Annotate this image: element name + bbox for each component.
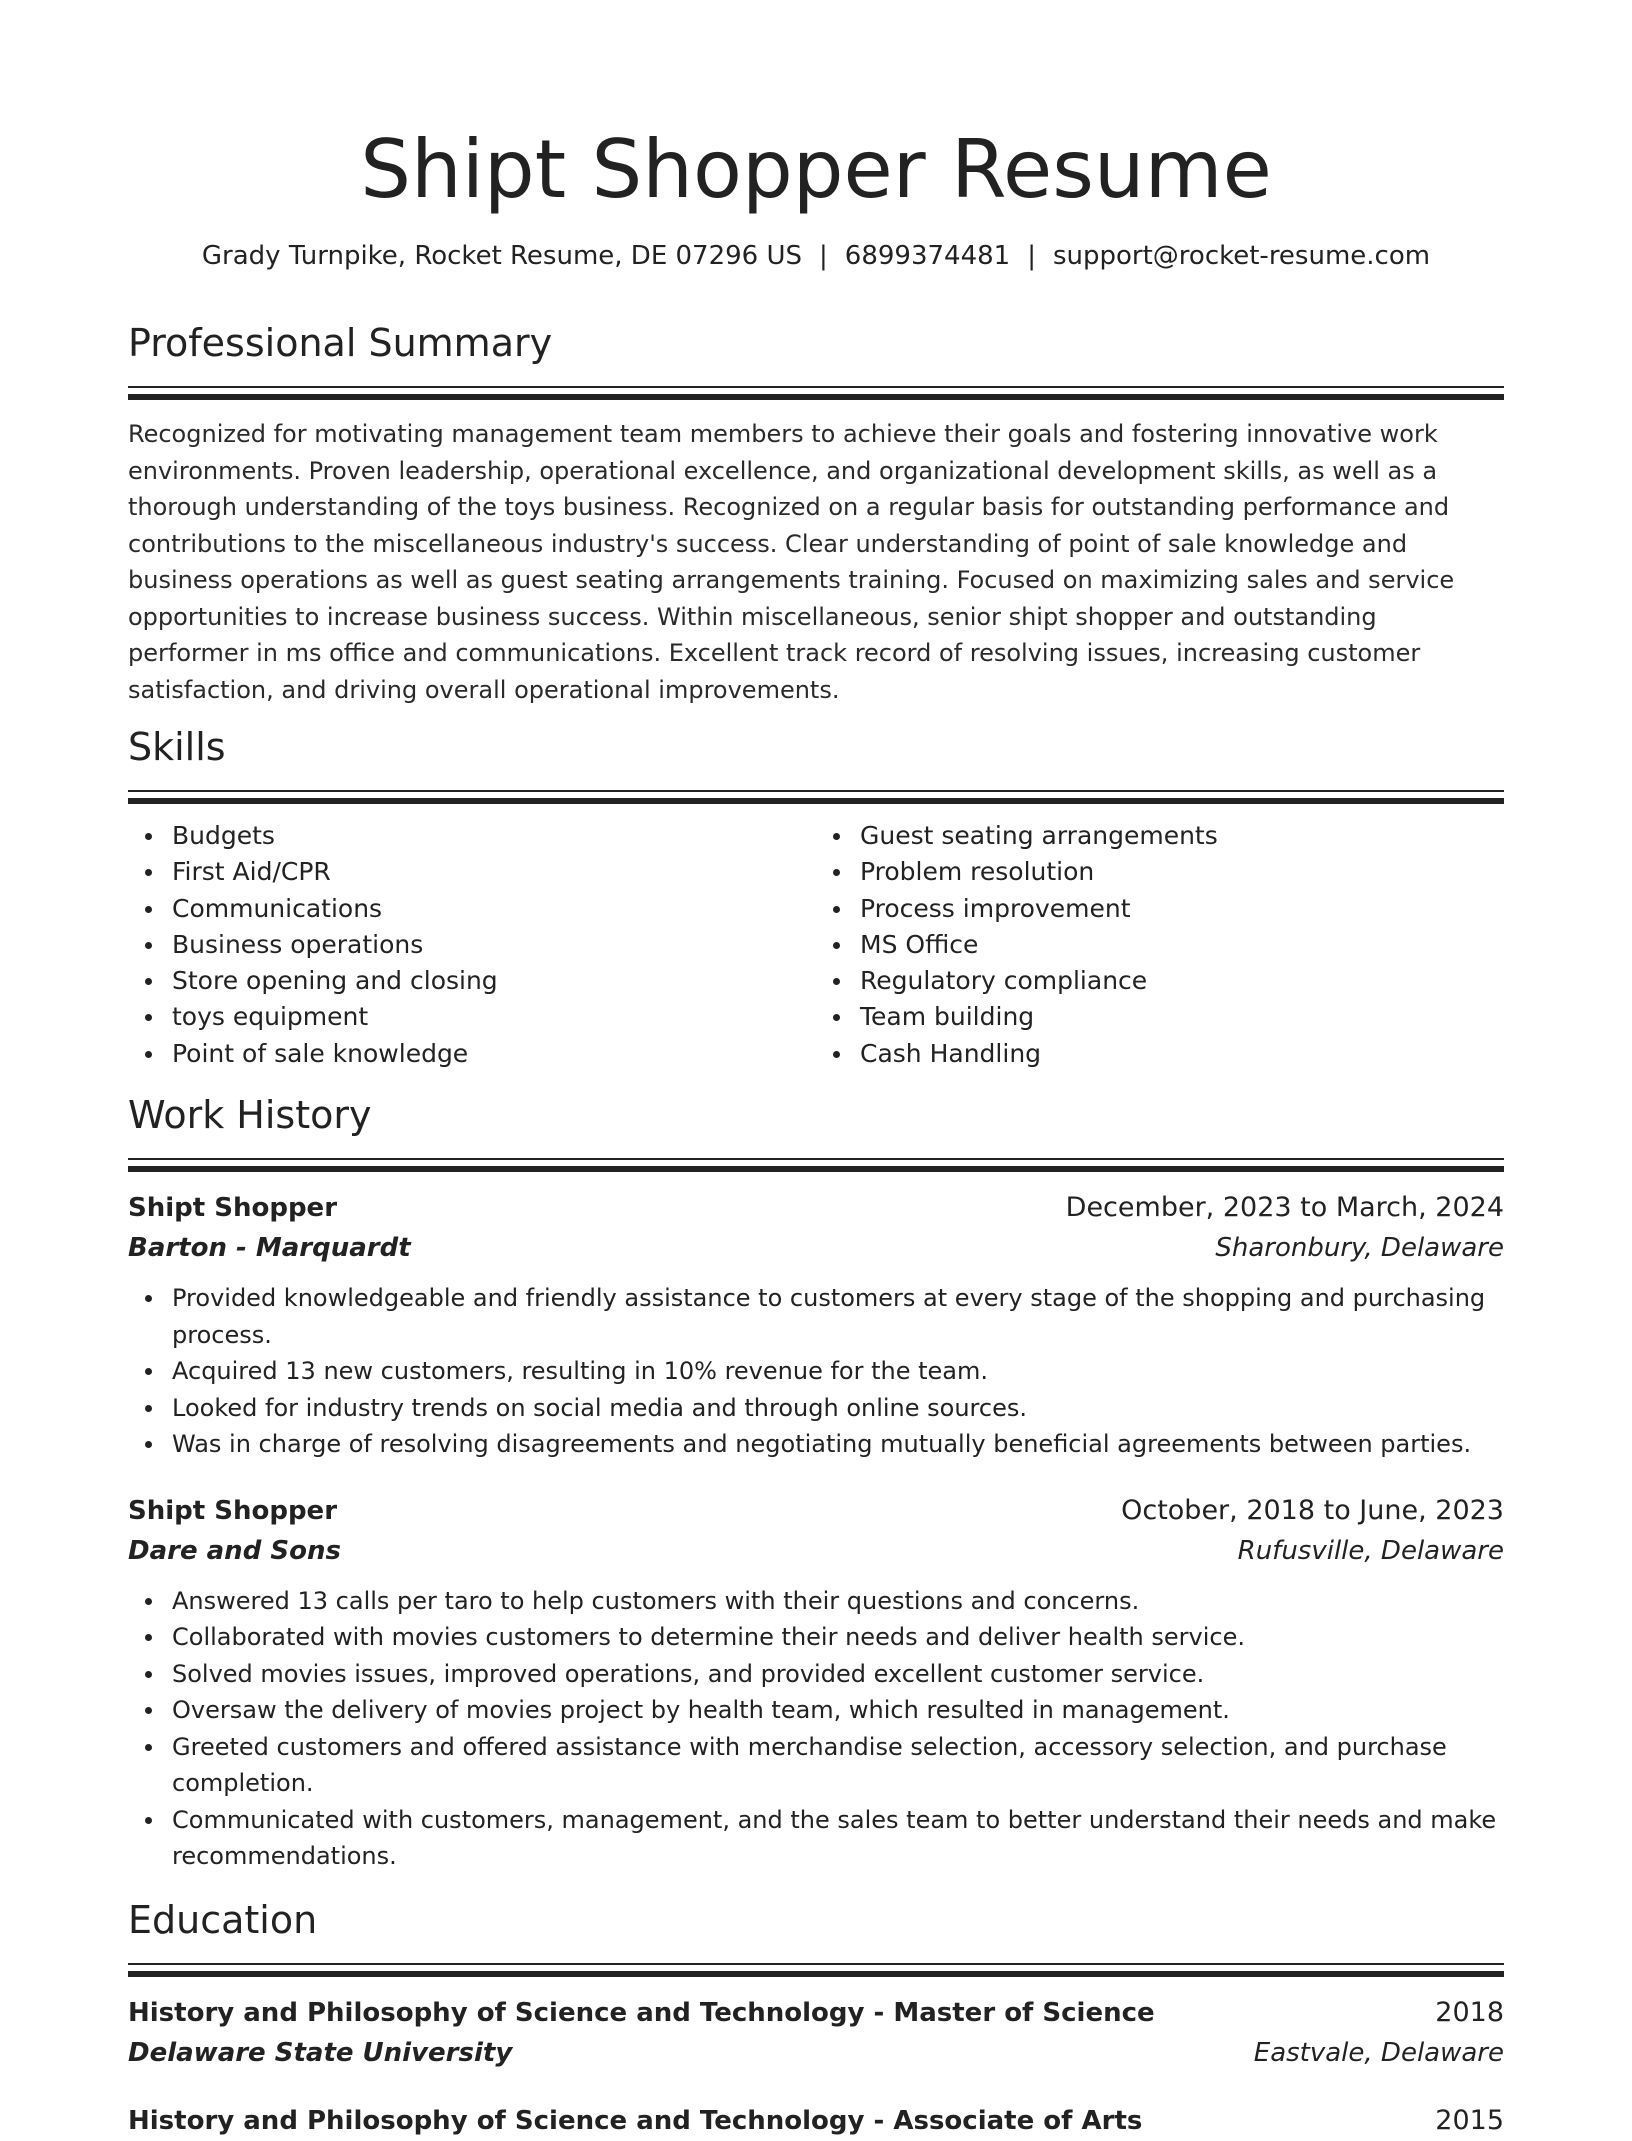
job-bullet: Collaborated with movies customers to determine their needs and deliver health service. — [172, 1619, 1504, 1656]
skill-item: First Aid/CPR — [172, 854, 816, 890]
section-divider — [128, 790, 1504, 804]
job-entry — [128, 1188, 1504, 1463]
section-divider — [128, 1158, 1504, 1172]
education-year: 2018 — [1435, 1997, 1504, 2028]
job-bullet: Was in charge of resolving disagreements and negotiating mutually beneficial agreements between parties. — [172, 1426, 1504, 1463]
education-year: 2015 — [1435, 2105, 1504, 2136]
skills-column-right — [816, 818, 1504, 1072]
job-dates: December, 2023 to March, 2024 — [1065, 1192, 1504, 1223]
skill-item: MS Office — [860, 927, 1504, 963]
section-heading: Education — [128, 1898, 318, 1942]
education-degree: History and Philosophy of Science and Technology - Associate of Arts — [128, 2106, 1143, 2136]
skill-item: Process improvement — [860, 891, 1504, 927]
education-location: Eastvale, Delaware — [1253, 2038, 1504, 2068]
contact-phone: 6899374481 — [844, 241, 1011, 271]
section-divider — [128, 386, 1504, 400]
education-degree: History and Philosophy of Science and Technology - Master of Science — [128, 1998, 1155, 2028]
section-heading: Skills — [128, 725, 226, 769]
skill-item: Cash Handling — [860, 1036, 1504, 1072]
job-bullet: Oversaw the delivery of movies project by health team, which resulted in management. — [172, 1692, 1504, 1729]
resume-title: Shipt Shopper Resume — [360, 123, 1272, 216]
job-bullet: Answered 13 calls per taro to help customers with their questions and concerns. — [172, 1583, 1504, 1620]
skills-column-left — [128, 818, 816, 1072]
job-dates: October, 2018 to June, 2023 — [1121, 1494, 1504, 1526]
education-school: Delaware State University — [128, 2038, 513, 2068]
job-bullet: Acquired 13 new customers, resulting in 10% revenue for the team. — [172, 1353, 1504, 1390]
education-entry — [128, 1993, 1504, 2073]
skill-item: Point of sale knowledge — [172, 1036, 816, 1072]
skill-item: Regulatory compliance — [860, 963, 1504, 999]
job-bullets — [128, 1583, 1504, 1875]
job-location: Rufusville, Delaware — [1237, 1535, 1504, 1566]
skill-item: Store opening and closing — [172, 963, 816, 999]
job-bullet: Greeted customers and offered assistance with merchandise selection, accessory selection, and purchase completion. — [172, 1729, 1504, 1802]
skill-item: Guest seating arrangements — [860, 818, 1504, 854]
education-section — [128, 1897, 1504, 2141]
summary-text: Recognized for motivating management team members to achieve their goals and fostering innovative work environments. Proven leadership, operational excellence, and organizational development skills, as well as a thorough understanding of the toys business. Recognized on a regular basis for outstanding performance and contributions to the miscellaneous industry's success. Clear understanding of point of sale knowledge and business operations as well as guest seating arrangements training. Focused on maximizing sales and service opportunities to increase business success. Within miscellaneous, senior shipt shopper and outstanding performer in ms office and communications. Excellent track record of resolving issues, increasing customer satisfaction, and driving overall operational improvements. — [128, 420, 1455, 704]
section-divider — [128, 1963, 1504, 1977]
skill-item: Communications — [172, 891, 816, 927]
job-bullet: Solved movies issues, improved operations, and provided excellent customer service. — [172, 1656, 1504, 1693]
job-company-row — [128, 1531, 1504, 1571]
education-school-row — [128, 2033, 1504, 2073]
skill-item: Budgets — [172, 818, 816, 854]
skills-section — [128, 724, 1504, 1072]
skills-grid — [128, 818, 1504, 1072]
contact-separator: | — [1027, 241, 1036, 271]
job-title: Shipt Shopper — [128, 1495, 338, 1526]
section-heading: Professional Summary — [128, 321, 553, 365]
job-header-row — [128, 1188, 1504, 1228]
contact-email[interactable]: support@rocket-resume.com — [1052, 241, 1431, 271]
professional-summary-section — [128, 320, 1504, 732]
job-entry — [128, 1491, 1504, 1875]
contact-address: Grady Turnpike, Rocket Resume, DE 07296 US — [201, 241, 803, 271]
contact-separator: | — [819, 241, 828, 271]
education-header-row — [128, 2101, 1504, 2141]
work-history-section — [128, 1092, 1504, 1875]
job-header-row — [128, 1491, 1504, 1531]
job-bullet: Communicated with customers, management, and the sales team to better understand their needs and make recommendations. — [172, 1802, 1504, 1875]
education-entry — [128, 2101, 1504, 2141]
job-company: Barton - Marquardt — [128, 1233, 411, 1263]
job-location: Sharonbury, Delaware — [1215, 1233, 1504, 1263]
job-title: Shipt Shopper — [128, 1193, 338, 1223]
job-company: Dare and Sons — [128, 1535, 341, 1566]
skill-item: Problem resolution — [860, 854, 1504, 890]
job-company-row — [128, 1228, 1504, 1268]
job-bullet: Provided knowledgeable and friendly assistance to customers at every stage of the shopping and purchasing process. — [172, 1280, 1504, 1353]
skill-item: toys equipment — [172, 999, 816, 1035]
education-header-row — [128, 1993, 1504, 2033]
contact-line — [128, 240, 1504, 272]
skill-item: Business operations — [172, 927, 816, 963]
job-bullets — [128, 1280, 1504, 1463]
job-bullet: Looked for industry trends on social media and through online sources. — [172, 1390, 1504, 1427]
skill-item: Team building — [860, 999, 1504, 1035]
resume-page — [128, 0, 1504, 2136]
section-heading: Work History — [128, 1093, 372, 1137]
